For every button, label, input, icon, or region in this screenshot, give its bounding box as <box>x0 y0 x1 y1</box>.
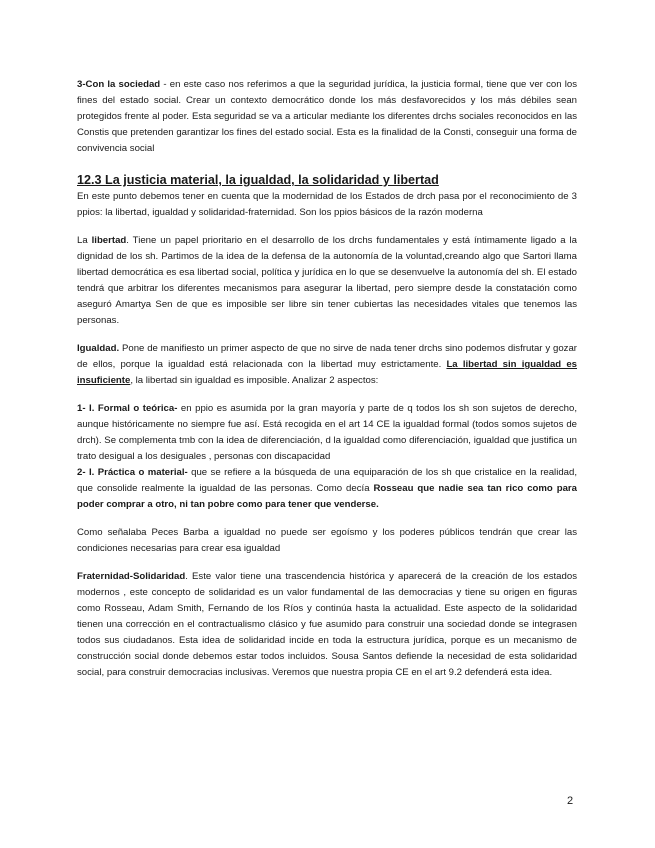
paragraph-prefix: La <box>77 235 92 246</box>
term-libertad: libertad <box>91 235 127 246</box>
paragraph-tail: , la libertad sin igualdad es imposible. Analizar 2 aspectos: <box>130 375 379 386</box>
paragraph-text: Pone de manifiesto un primer aspecto de que no sirve de nada tener drchs sino podemos disfrutar y gozar de ellos, porque la igualdad está relacionada con la libertad muy estrictamente. <box>77 343 577 370</box>
term-igualdad: Igualdad. <box>77 343 120 354</box>
term-fraternidad-solidaridad: Fraternidad-Solidaridad <box>77 571 186 582</box>
page-body <box>77 77 577 681</box>
paragraph-igualdad <box>77 341 577 389</box>
paragraph-modernidad <box>77 189 577 221</box>
paragraph-igualdad-formal <box>77 401 577 465</box>
page-number: 2 <box>567 795 574 807</box>
paragraph-libertad <box>77 233 577 329</box>
paragraph-fraternidad <box>77 569 577 681</box>
paragraph-peces-barba <box>77 525 577 557</box>
paragraph-text: que se refiere a la búsqueda de una equiparación de los sh que cristalice en la realidad, que consolide realmente la igualdad de las personas. Como decía <box>77 467 577 494</box>
emphasis-rosseau-quote: Rosseau que nadie sea tan rico como para poder comprar a otro, ni tan pobre como para tener que venderse. <box>77 483 577 510</box>
paragraph-igualdad-material <box>77 465 577 513</box>
section-heading: 12.3 La justicia material, la igualdad, la solidaridad y libertad <box>77 173 439 187</box>
emphasis-underlined: La libertad sin igualdad es insuficiente <box>77 359 578 386</box>
paragraph-sociedad <box>77 77 577 157</box>
paragraph-text: En este punto debemos tener en cuenta que la modernidad de los Estados de drch pasa por el reconocimiento de 3 ppios: la libertad, igualdad y solidaridad-fraternidad. Son los ppios básicos de la razón moderna <box>77 191 577 218</box>
paragraph-text: Como señalaba Peces Barba a igualdad no puede ser egoísmo y los poderes públicos tendrán que crear las condiciones necesarias para crear esa igualdad <box>77 527 577 554</box>
paragraph-text: . Tiene un papel prioritario en el desarrollo de los drchs fundamentales y está íntimamente ligado a la dignidad de los sh. Partimos de la idea de la defensa de la autonomía de la voluntad,creando algo que Sartori llama libertad democrática es esa libertad social, política y jurídica en lo que se desenvuelve la autonomía del sh. El estado tendrá que arbitrar los diferentes mecanismos para asegurar la libertad, pero siempre desde la constatación como aseguró Amartya Sen de que es imposible ser libre sin tener cubiertas las necesidades vitales que tenemos las personas. <box>77 235 577 326</box>
paragraph-text: . Este valor tiene una trascendencia histórica y aparecerá de la creación de los estados modernos , este concepto de solidaridad es un valor fundamental de las democracias y tiene su origen en figuras como Rosseau, Adam Smith, Fernando de los Ríos y continúa hasta la actualidad. Este aspecto de la solidaridad tienen una corrección en el contractualismo clásico y fue asumido para construir una sociedad donde se integrasen todos sus ciudadanos. Esta idea de solidaridad incide en toda la estructura jurídica, porque es un mecanismo de construcción social donde debemos estar todos incluidos. Sousa Santos defiende la necesidad de esta solidaridad social, para construir democracias inclusivas. Veremos que nuestra propia CE en el art 9.2 defenderá esta idea. <box>77 571 577 678</box>
term-con-la-sociedad: 3-Con la sociedad <box>77 79 161 90</box>
term-igualdad-formal: 1- I. Formal o teórica- <box>77 403 178 414</box>
paragraph-text: en ppio es asumida por la gran mayoría y parte de q todos los sh son sujetos de derecho, aunque históricamente no siempre fue así. Está recogida en el art 14 CE la igualdad formal (todos somos sujetos de drch). Se complementa tmb con la idea de diferenciación, d la igualdad como diferenciación, igualdad que justifica un trato desigual a los desiguales , personas con discapacidad <box>77 403 577 462</box>
paragraph-text: - en este caso nos referimos a que la seguridad jurídica, la justicia formal, tiene que ver con los fines del estado social. Crear un contexto democrático donde los más desfavorecidos y los más débiles sean protegidos frente al poder. Esta seguridad se va a articular mediante los diferentes drchs sociales reconocidos en las Constis que pretenden garantizar los fines del estado social. Esta es la finalidad de la Consti, conseguir una forma de convivencia social <box>77 79 577 154</box>
term-igualdad-material: 2- I. Práctica o material- <box>77 467 188 478</box>
